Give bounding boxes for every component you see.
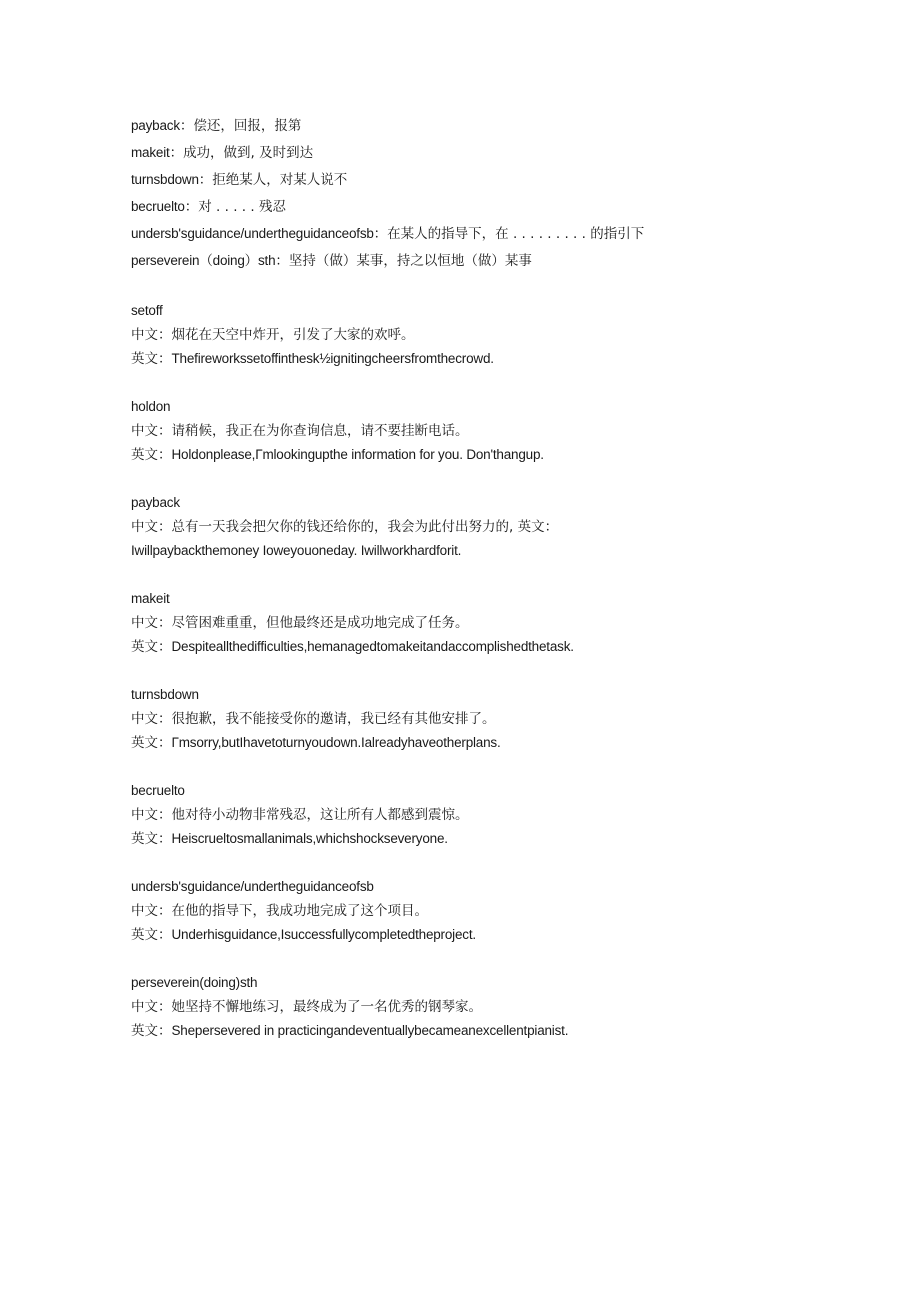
- vocab-separator: ：: [275, 253, 289, 269]
- vocab-meaning: 偿还，回报，报第: [193, 118, 302, 134]
- line-label: 中文：: [131, 903, 172, 919]
- line-label: 英文：: [131, 831, 172, 847]
- example-line-english: [131, 539, 851, 562]
- line-text: 请稍候，我正在为你查询信息，请不要挂断电话。: [171, 423, 469, 439]
- line-label: 英文：: [131, 1023, 172, 1039]
- vocab-separator: ：: [169, 145, 184, 161]
- line-text: Thefireworkssetoffinthesk½ignitingcheersfromthecrowd.: [171, 351, 494, 366]
- line-label: 英文：: [131, 639, 172, 655]
- example-block: [131, 682, 851, 754]
- document-page: [131, 112, 851, 1066]
- example-line-chinese: [131, 804, 851, 827]
- example-heading: perseverein(doing)sth: [131, 975, 258, 990]
- example-heading: payback: [131, 495, 180, 510]
- vocab-item: [131, 139, 851, 166]
- vocab-item: [131, 247, 851, 274]
- line-text: 总有一天我会把欠你的钱还给你的，我会为此付出努力的, 英文：: [171, 519, 559, 535]
- vocab-item: [131, 193, 851, 220]
- example-block: [131, 298, 851, 370]
- example-line-english: [131, 731, 851, 754]
- line-label: 英文：: [131, 735, 172, 751]
- example-heading: makeit: [131, 591, 170, 606]
- example-heading: becruelto: [131, 783, 185, 798]
- vocab-meaning: 坚持（做）某事，持之以恒地（做）某事: [288, 253, 532, 269]
- line-text: Iwillpaybackthemoney Ioweyouoneday. Iwillworkhardforit.: [131, 543, 462, 558]
- line-label: 中文：: [131, 327, 172, 343]
- vocab-item: [131, 112, 851, 139]
- line-text: Shepersevered in practicingandeventuallybecameanexcellentpianist.: [171, 1023, 569, 1038]
- vocab-meaning: 成功，做到, 及时到达: [183, 145, 314, 161]
- example-heading: undersb'sguidance/undertheguidanceofsb: [131, 879, 374, 894]
- example-line-english: [131, 1019, 851, 1042]
- line-text: Heiscrueltosmallanimals,whichshockseveryone.: [171, 831, 448, 846]
- example-line-chinese: [131, 996, 851, 1019]
- example-heading: holdon: [131, 399, 171, 414]
- line-label: 中文：: [131, 999, 172, 1015]
- example-line-chinese: [131, 324, 851, 347]
- vocab-item: [131, 166, 851, 193]
- example-line-english: [131, 827, 851, 850]
- example-line-english: [131, 347, 851, 370]
- vocab-separator: ：: [179, 118, 194, 134]
- line-text: Holdonplease,Γmlookingupthe information for you. Don'thangup.: [171, 447, 544, 462]
- example-block: [131, 778, 851, 850]
- line-label: 英文：: [131, 351, 172, 367]
- vocab-term: becruelto: [131, 199, 185, 214]
- vocabulary-list: [131, 112, 851, 274]
- example-block: [131, 874, 851, 946]
- vocab-term: makeit: [131, 145, 170, 160]
- line-label: 中文：: [131, 519, 172, 535]
- vocab-meaning: 在某人的指导下，在 . . . . . . . . . 的指引下: [387, 226, 645, 242]
- line-label: 英文：: [131, 927, 172, 943]
- line-text: 尽管困难重重，但他最终还是成功地完成了任务。: [171, 615, 469, 631]
- vocab-meaning: 对 . . . . . 残忍: [198, 199, 286, 215]
- line-text: 她坚持不懈地练习，最终成为了一名优秀的钢琴家。: [171, 999, 482, 1015]
- example-line-chinese: [131, 708, 851, 731]
- example-block: [131, 490, 851, 562]
- line-text: 在他的指导下，我成功地完成了这个项目。: [171, 903, 428, 919]
- line-label: 中文：: [131, 615, 172, 631]
- vocab-term: undersb'sguidance/undertheguidanceofsb: [131, 226, 374, 241]
- line-text: Despiteallthedifficulties,hemanagedtomakeitandaccomplishedthetask.: [171, 639, 574, 654]
- vocab-separator: ：: [373, 226, 388, 242]
- vocab-term: payback: [131, 118, 180, 133]
- vocab-item: [131, 220, 851, 247]
- example-line-chinese: [131, 420, 851, 443]
- line-label: 中文：: [131, 807, 172, 823]
- example-line-english: [131, 635, 851, 658]
- example-block: [131, 970, 851, 1042]
- example-line-chinese: [131, 612, 851, 635]
- example-line-english: [131, 443, 851, 466]
- example-heading: turnsbdown: [131, 687, 199, 702]
- line-label: 中文：: [131, 423, 172, 439]
- vocab-term: perseverein（doing）sth: [131, 253, 276, 268]
- example-block: [131, 586, 851, 658]
- line-text: 很抱歉，我不能接受你的邀请，我已经有其他安排了。: [171, 711, 496, 727]
- line-text: 他对待小动物非常残忍，这让所有人都感到震惊。: [171, 807, 469, 823]
- vocab-separator: ：: [198, 172, 213, 188]
- example-line-chinese: [131, 900, 851, 923]
- example-line-english: [131, 923, 851, 946]
- line-text: 烟花在天空中炸开，引发了大家的欢呼。: [171, 327, 415, 343]
- line-label: 中文：: [131, 711, 172, 727]
- example-heading: setoff: [131, 303, 163, 318]
- vocab-meaning: 拒绝某人，对某人说不: [212, 172, 348, 188]
- vocab-term: turnsbdown: [131, 172, 199, 187]
- example-line-chinese: [131, 516, 851, 539]
- line-text: Underhisguidance,Isuccessfullycompletedtheproject.: [171, 927, 476, 942]
- example-block: [131, 394, 851, 466]
- line-text: Γmsorry,butIhavetoturnyoudown.Ialreadyhaveotherplans.: [171, 735, 501, 750]
- vocab-separator: ：: [184, 199, 199, 215]
- line-label: 英文：: [131, 447, 172, 463]
